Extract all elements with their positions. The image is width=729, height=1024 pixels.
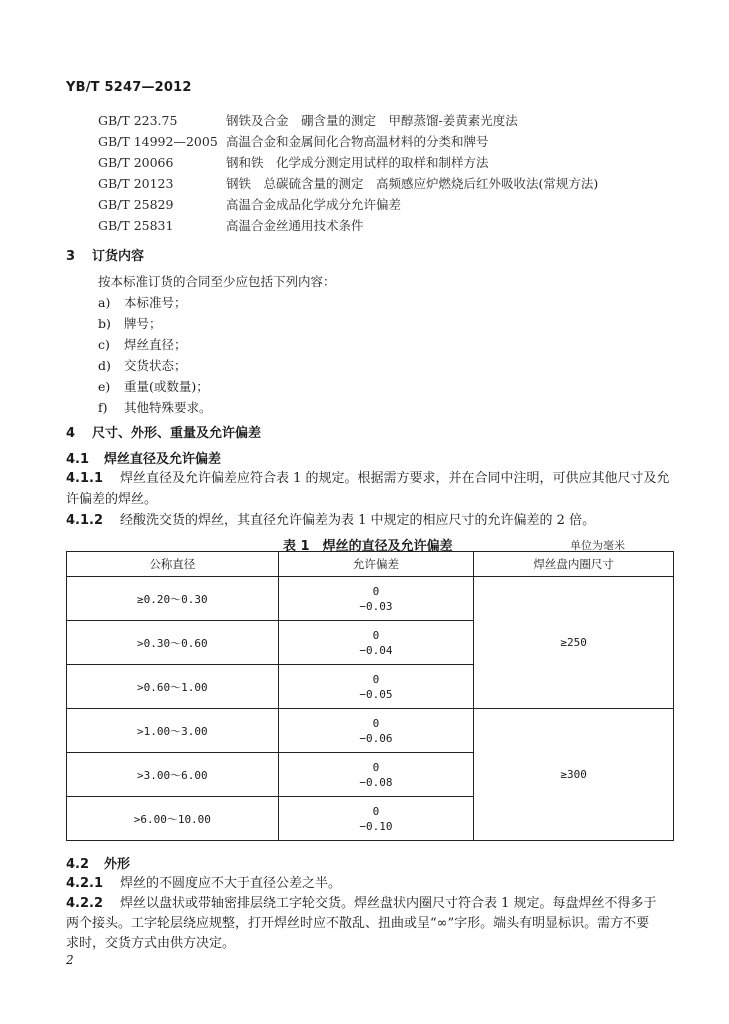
reference-code: GB/T 223.75 <box>98 113 178 128</box>
section-4-1-heading <box>66 448 221 467</box>
tolerance-cell <box>278 577 474 621</box>
clause-4-2-1 <box>66 872 341 891</box>
list-text: 交货状态； <box>124 358 187 373</box>
table-caption: 表 1 焊丝的直径及允许偏差 <box>283 539 453 554</box>
diameter-cell: >1.00～3.00 <box>67 709 279 753</box>
section-title: 焊丝直径及允许偏差 <box>104 452 222 467</box>
list-text: 本标准号； <box>124 295 187 310</box>
clause-number: 4.2.1 <box>66 876 104 891</box>
tolerance-cell <box>278 709 474 753</box>
column-header-coil-inner: 焊丝盘内圈尺寸 <box>474 552 674 577</box>
list-label: a) <box>98 295 111 310</box>
section-title: 尺寸、外形、重量及允许偏差 <box>92 426 262 441</box>
list-text: 焊丝直径； <box>124 337 187 352</box>
tolerance-lower: −0.10 <box>359 819 393 833</box>
tolerance-upper: 0 <box>372 804 380 818</box>
diameter-cell: ≥0.20～0.30 <box>67 577 279 621</box>
diameter-tolerance-table <box>66 551 674 841</box>
table-header-row <box>67 552 674 577</box>
section-3-intro: 按本标准订货的合同至少应包括下列内容： <box>98 274 336 289</box>
list-label: d) <box>98 358 111 373</box>
reference-title: 钢铁及合金 硼含量的测定 甲醇蒸馏-姜黄素光度法 <box>226 113 518 128</box>
clause-4-2-2 <box>66 892 657 911</box>
diameter-cell: >6.00～10.00 <box>67 797 279 841</box>
table-row <box>67 577 674 621</box>
tolerance-upper: 0 <box>372 760 380 774</box>
clause-number: 4.1.1 <box>66 471 104 486</box>
list-item <box>98 335 187 353</box>
tolerance-lower: −0.04 <box>359 643 393 657</box>
section-number: 4.1 <box>66 452 90 467</box>
diameter-cell: >3.00～6.00 <box>67 753 279 797</box>
diameter-cell: >0.60～1.00 <box>67 665 279 709</box>
tolerance-cell <box>278 753 474 797</box>
clause-4-2-2-continued: 求时，交货方式由供方决定。 <box>66 936 236 951</box>
coil-inner-cell: ≥300 <box>474 709 674 841</box>
reference-item <box>98 216 364 234</box>
list-label: c) <box>98 337 110 352</box>
reference-code: GB/T 20123 <box>98 176 174 191</box>
reference-code: GB/T 25831 <box>98 218 174 233</box>
clause-number: 4.2.2 <box>66 896 104 911</box>
list-item <box>98 356 187 374</box>
reference-code: GB/T 20066 <box>98 155 174 170</box>
clause-4-2-2-continued: 两个接头。工字轮层绕应规整，打开焊丝时应不散乱、扭曲或呈“∞”字形。端头有明显标识。需方不要 <box>66 916 650 931</box>
column-header-tolerance: 允许偏差 <box>278 552 474 577</box>
list-label: f) <box>98 400 108 415</box>
document-header: YB/T 5247—2012 <box>66 80 192 95</box>
reference-title: 钢和铁 化学成分测定用试样的取样和制样方法 <box>226 155 489 170</box>
tolerance-lower: −0.08 <box>359 775 393 789</box>
section-title: 外形 <box>104 857 131 872</box>
list-item <box>98 293 187 311</box>
reference-item <box>98 174 598 192</box>
list-text: 重量(或数量)； <box>124 379 209 394</box>
page-number: 2 <box>66 953 74 967</box>
reference-code: GB/T 14992—2005 <box>98 134 218 149</box>
list-label: e) <box>98 379 111 394</box>
list-text: 其他特殊要求。 <box>124 400 212 415</box>
clause-text: 经酸洗交货的焊丝，其直径允许偏差为表 1 中规定的相应尺寸的允许偏差的 2 倍。 <box>120 513 596 528</box>
section-3-heading <box>66 245 144 264</box>
tolerance-lower: −0.05 <box>359 687 393 701</box>
section-4-heading <box>66 422 261 441</box>
tolerance-cell <box>278 665 474 709</box>
diameter-cell: >0.30～0.60 <box>67 621 279 665</box>
clause-text: 焊丝直径及允许偏差应符合表 1 的规定。根据需方要求，并在合同中注明，可供应其他尺寸及允 <box>120 471 670 486</box>
coil-inner-cell: ≥250 <box>474 577 674 709</box>
tolerance-lower: −0.03 <box>359 599 393 613</box>
column-header-diameter: 公称直径 <box>67 552 279 577</box>
clause-4-1-2 <box>66 509 595 528</box>
table-row <box>67 709 674 753</box>
reference-title: 高温合金和金属间化合物高温材料的分类和牌号 <box>226 134 489 149</box>
tolerance-lower: −0.06 <box>359 731 393 745</box>
tolerance-upper: 0 <box>372 584 380 598</box>
clause-4-1-1 <box>66 467 670 486</box>
section-number: 3 <box>66 249 76 264</box>
section-number: 4.2 <box>66 857 90 872</box>
section-4-2-heading <box>66 853 130 872</box>
tolerance-upper: 0 <box>372 716 380 730</box>
clause-number: 4.1.2 <box>66 513 104 528</box>
reference-code: GB/T 25829 <box>98 197 174 212</box>
clause-text: 焊丝以盘状或带轴密排层绕工字轮交货。焊丝盘状内圈尺寸符合表 1 规定。每盘焊丝不得多于 <box>120 896 657 911</box>
tolerance-cell <box>278 797 474 841</box>
clause-4-1-1-continued: 许偏差的焊丝。 <box>66 492 158 507</box>
reference-item <box>98 111 518 129</box>
clause-text: 焊丝的不圆度应不大于直径公差之半。 <box>120 876 342 891</box>
reference-title: 高温合金成品化学成分允许偏差 <box>226 197 402 212</box>
reference-item <box>98 195 401 213</box>
reference-title: 高温合金丝通用技术条件 <box>226 218 364 233</box>
list-item <box>98 377 209 395</box>
list-item <box>98 398 212 416</box>
tolerance-upper: 0 <box>372 628 380 642</box>
tolerance-upper: 0 <box>372 672 380 686</box>
reference-item <box>98 153 489 171</box>
reference-item <box>98 132 489 150</box>
table-unit: 单位为毫米 <box>570 539 625 552</box>
tolerance-cell <box>278 621 474 665</box>
list-label: b) <box>98 316 111 331</box>
list-item <box>98 314 162 332</box>
list-text: 牌号； <box>124 316 162 331</box>
section-title: 订货内容 <box>92 249 145 264</box>
section-number: 4 <box>66 426 76 441</box>
reference-title: 钢铁 总碳硫含量的测定 高频感应炉燃烧后红外吸收法(常规方法) <box>226 176 599 191</box>
